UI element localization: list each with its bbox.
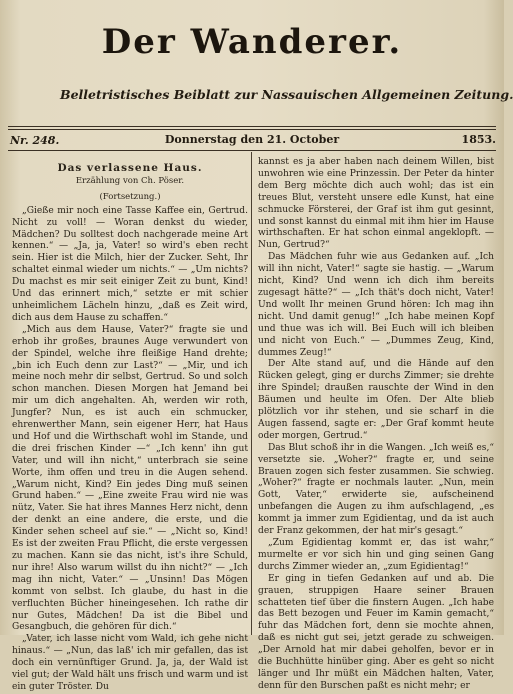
paragraph: „Zum Egidientag kommt er, das ist wahr,“ murmelte er vor sich hin und ging seinen Gang durchs Zimmer wieder an, „zum Egidientag!“ — [258, 538, 494, 572]
issue-date: Donnerstag den 21. October — [164, 133, 340, 146]
dateline-rule — [8, 150, 496, 151]
dateline — [8, 133, 496, 149]
paragraph: „Mich aus dem Hause, Vater?“ fragte sie und erhob ihr großes, braunes Auge verwundert von der Spindel, welche ihre fleißige Hand drehte; „bin ich Euch denn zur Last?“ — „Mir, und ich meine noch mehr dir selbst, Gertrud. So und solch schon manchen. Diesen Morgen hat Jemand bei mir um dich angehalten. Ah, werden wir roth, Jungfer? Nun, es ist auch ein schmucker, ehrenwerther Mann, sein eigener Herr, hat Haus und Hof und die Wirthschaft wohl im Stande, und die drei frischen Kinder —“ „Ich kenn' ihn gut Vater, und will ihn nicht,“ unterbrach sie seine Worte, ihm offen und treu in die Augen sehend. „Warum nicht, Kind? Ein jedes Ding muß seinen Grund haben.“ — „Eine zweite Frau wird nie was nütz, Vater. Sie hat ihres Mannes Herz nicht, denn der denkt an eine andere, die erste, und die Kinder sehen scheel auf sie.“ — „Nicht so, Kind! Es ist der zweiten Frau Pflicht, die erste vergessen zu machen. Kann sie das nicht, ist's ihre Schuld, nur ihre! Also warum willst du ihn nicht?“ — „Ich mag ihn nicht, Vater.“ — „Unsinn! Das Mögen kommt von selbst. Ich glaube, du hast in die verfluchten Bücher hineingesehen. Ich rathe dir nur Gutes, Mädchen! Da ist die Bibel und Gesangbuch, die gehören für dich.“ — [12, 324, 248, 633]
paragraph: „Gieße mir noch eine Tasse Kaffee ein, Gertrud. Nicht zu voll! — Woran denkst du wieder, Mädchen? Du solltest doch nachgerade meine Art kennen.“ — „Ja, ja, Vater! so wird's eben recht sein. Hier ist die Milch, hier der Zucker. Seht, Ihr schaltet einmal wieder um nichts.“ — „Um nichts? Du machst es mir seit einiger Zeit zu bunt, Kind! Und das erinnert mich,“ setzte er mit schier unheimlichem Lächeln hinzu, „daß es Zeit wird, dich aus dem Hause zu schaffen.“ — [12, 205, 248, 323]
issue-year: 1853. — [461, 133, 496, 146]
story-title: Das verlassene Haus. — [57, 162, 203, 174]
paragraph: Das Blut schoß ihr in die Wangen. „Ich weiß es,“ versetzte sie. „Woher?“ fragte er, und seine Brauen zogen sich fester zusammen. Sie schwieg. „Woher?“ fragte er nochmals lauter. „Nun, mein Gott, Vater,“ erwiderte sie, aufscheinend unbefangen die Augen zu ihm aufschlagend, „es kommt ja immer zum Egidientag, und da ist auch der Franz gekommen, der hat mir's gesagt.“ — [258, 442, 494, 537]
column-right — [258, 157, 494, 691]
paragraph: kannst es ja aber haben nach deinem Willen, bist unwohren wie eine Prinzessin. Der Peter da hinter dem Berg möchte dich auch wohl; das ist ein treues Blut, versteht unsere edle Kunst, hat eine schmucke Försterei, der Graf ist ihm gut gesinnt, und sonst kannst du einmal mit ihm hier im Hause wirthschaften. Er hat schon einmal angeklopft. — Nun, Gertrud?“ — [258, 157, 494, 251]
masthead-subtitle: Belletristisches Beiblatt zur Nassauischen Allgemeinen Zeitung. — [60, 87, 513, 102]
top-rule — [8, 126, 496, 127]
story-continuation: (Fortsetzung.) — [99, 191, 161, 202]
paragraph: „Vater, ich lasse nicht vom Wald, ich gehe nicht hinaus.“ — „Nun, das laß' ich mir gefallen, das ist doch ein vernünftiger Grund. Ja, ja, der Wald ist viel gut; der Wald hält uns frisch und warm und ist ein guter Tröster. Du — [12, 634, 248, 692]
column-divider — [251, 152, 252, 635]
paragraph: Der Alte stand auf, und die Hände auf den Rücken gelegt, ging er durchs Zimmer; sie drehte ihre Spindel; draußen rauschte der Wind in den Bäumen und heulte im Ofen. Der Alte blieb plötzlich vor ihr stehen, und sie scharf in die Augen fassend, sagte er: „Der Graf kommt heute oder morgen, Gertrud.“ — [258, 359, 494, 441]
column-left — [12, 157, 248, 692]
paragraph: Er ging in tiefen Gedanken auf und ab. Die grauen, struppigen Haare seiner Brauen schatteten tief über die finstern Augen. „Ich habe das Bett bezogen und Feuer im Kamin gemacht,“ fuhr das Mädchen fort, denn sie mochte ahnen, daß es nicht gut sei, jetzt gerade zu schweigen. „Der Arnold hat mir dabei geholfen, bevor er in die Buchhütte hinüber ging. Aber es geht so nicht länger und Ihr müßt ein Mädchen halten, Vater, denn für den Burschen paßt es nicht mehr; er — [258, 573, 494, 691]
issue-number: Nr. 248. — [10, 134, 60, 147]
paragraph: Das Mädchen fuhr wie aus Gedanken auf. „Ich will ihn nicht, Vater!“ sagte sie hastig. — „Warum nicht, Kind? Und wenn ich dich ihm bereits zugesagt hätte?“ — „Ich thät's doch nicht, Vater! Und wollt Ihr meinen Grund hören: Ich mag ihn nicht. Und damit genug!“ „Ich habe meinen Kopf und thue was ich will. Bei Euch will ich bleiben und nicht von Euch.“ — „Dummes Zeug, Kind, dummes Zeug!“ — [258, 252, 494, 358]
masthead-title: Der Wanderer. — [101, 22, 403, 62]
story-byline: Erzählung von Ch. Pöser. — [75, 175, 185, 186]
top-rule-inner — [8, 129, 496, 130]
